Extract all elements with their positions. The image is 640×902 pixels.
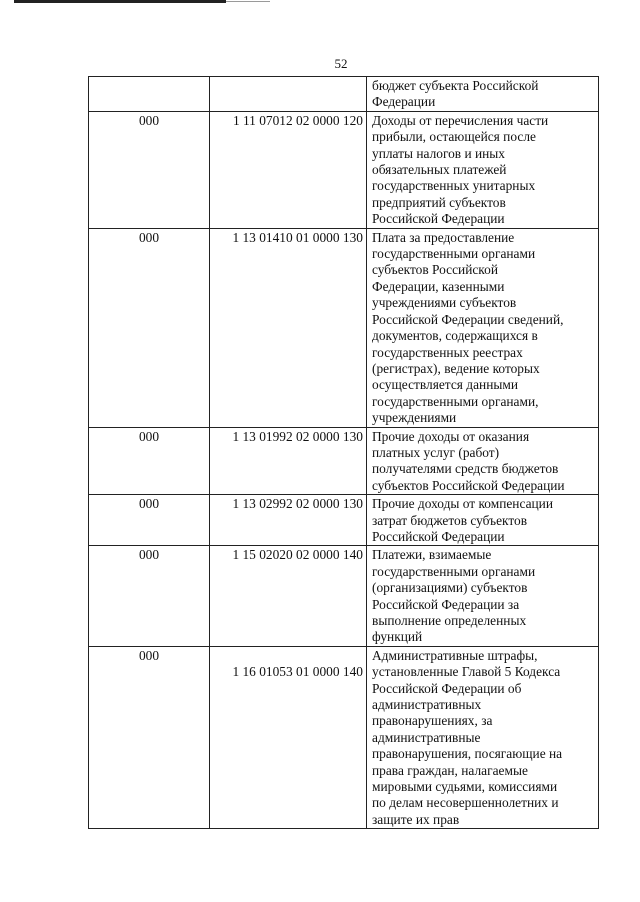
- description-line: Прочие доходы от оказания: [372, 428, 530, 444]
- table-row: [89, 546, 599, 646]
- budget-classification-code-cell: 1 15 02020 02 0000 140: [210, 546, 367, 646]
- description-line: затрат бюджетов субъектов: [372, 512, 528, 528]
- description-line: Платежи, взимаемые: [372, 547, 492, 563]
- description-line: Административные штрафы,: [372, 647, 538, 663]
- description-line: правонарушениях, за: [372, 713, 493, 729]
- description-line: административные: [372, 729, 481, 745]
- budget-classification-code-cell: 1 13 01410 01 0000 130: [210, 228, 367, 427]
- description-line: государственных реестрах: [372, 344, 523, 360]
- description-line: (организациями) субъектов: [372, 580, 528, 596]
- description-line: государственными органами: [372, 563, 536, 579]
- revenue-description-cell: [367, 111, 599, 228]
- description-line: обязательных платежей: [372, 162, 507, 178]
- revenue-description-cell: [367, 546, 599, 646]
- admin-code-cell: 000: [89, 495, 210, 546]
- description-line: предприятий субъектов: [372, 194, 506, 210]
- description-line: Российской Федерации: [372, 211, 505, 227]
- description-line: Прочие доходы от компенсации: [372, 496, 554, 512]
- admin-code-cell: 000: [89, 427, 210, 495]
- description-line: по делам несовершеннолетних и: [372, 795, 559, 811]
- description-line: платных услуг (работ): [372, 444, 500, 460]
- budget-classification-code-cell: [210, 77, 367, 112]
- admin-code-cell: 000: [89, 646, 210, 828]
- budget-classification-code-cell: 1 13 02992 02 0000 130: [210, 495, 367, 546]
- table-row: [89, 228, 599, 427]
- revenue-description-cell: [367, 646, 599, 828]
- description-line: правонарушения, посягающие на: [372, 746, 563, 762]
- table-row: [89, 77, 599, 112]
- description-line: Федерации, казенными: [372, 278, 505, 294]
- description-line: субъектов Российской Федерации: [372, 477, 565, 493]
- description-line: бюджет субъекта Российской: [372, 78, 539, 93]
- description-line: Российской Федерации об: [372, 680, 522, 696]
- description-line: Плата за предоставление: [372, 229, 515, 245]
- description-line: учреждениями: [372, 410, 457, 426]
- description-line: выполнение определенных: [372, 613, 527, 628]
- revenue-codes-table: [88, 76, 599, 829]
- revenue-description-cell: [367, 77, 599, 112]
- table-row: [89, 111, 599, 228]
- budget-classification-code-cell: 1 16 01053 01 0000 140: [210, 646, 367, 828]
- budget-classification-code-cell: 1 13 01992 02 0000 130: [210, 427, 367, 495]
- description-line: уплаты налогов и иных: [372, 145, 506, 161]
- description-line: защите их прав: [372, 811, 460, 827]
- description-line: Федерации: [372, 94, 436, 110]
- top-scan-rule: [14, 0, 226, 3]
- table-row: [89, 427, 599, 495]
- revenue-description-cell: [367, 427, 599, 495]
- admin-code-cell: [89, 77, 210, 112]
- description-line: учреждениями субъектов: [372, 295, 517, 311]
- description-line: административных: [372, 697, 482, 713]
- description-line: Российской Федерации сведений,: [372, 311, 564, 327]
- budget-classification-code-cell: 1 11 07012 02 0000 120: [210, 111, 367, 228]
- description-line: государственными органами,: [372, 393, 539, 409]
- admin-code-cell: 000: [89, 546, 210, 646]
- description-line: прибыли, остающейся после: [372, 129, 536, 145]
- description-line: (регистрах), ведение которых: [372, 360, 540, 376]
- top-scan-rule-faint: [226, 1, 270, 2]
- description-line: Российской Федерации: [372, 528, 505, 544]
- table-row: [89, 495, 599, 546]
- description-line: Доходы от перечисления части: [372, 112, 549, 128]
- description-line: субъектов Российской: [372, 262, 498, 278]
- description-line: мировыми судьями, комиссиями: [372, 779, 558, 795]
- description-line: права граждан, налагаемые: [372, 762, 528, 778]
- admin-code-cell: 000: [89, 228, 210, 427]
- description-line: государственных унитарных: [372, 178, 536, 194]
- description-line: Российской Федерации за: [372, 596, 520, 612]
- description-line: функций: [372, 629, 423, 645]
- revenue-description-cell: [367, 228, 599, 427]
- page-number: 52: [334, 56, 348, 71]
- description-line: документов, содержащихся в: [372, 328, 538, 344]
- revenue-description-cell: [367, 495, 599, 546]
- table-row: [89, 646, 599, 828]
- admin-code-cell: 000: [89, 111, 210, 228]
- description-line: осуществляется данными: [372, 377, 518, 393]
- description-line: государственными органами: [372, 246, 536, 262]
- description-line: получателями средств бюджетов: [372, 461, 559, 477]
- description-line: установленные Главой 5 Кодекса: [372, 664, 561, 680]
